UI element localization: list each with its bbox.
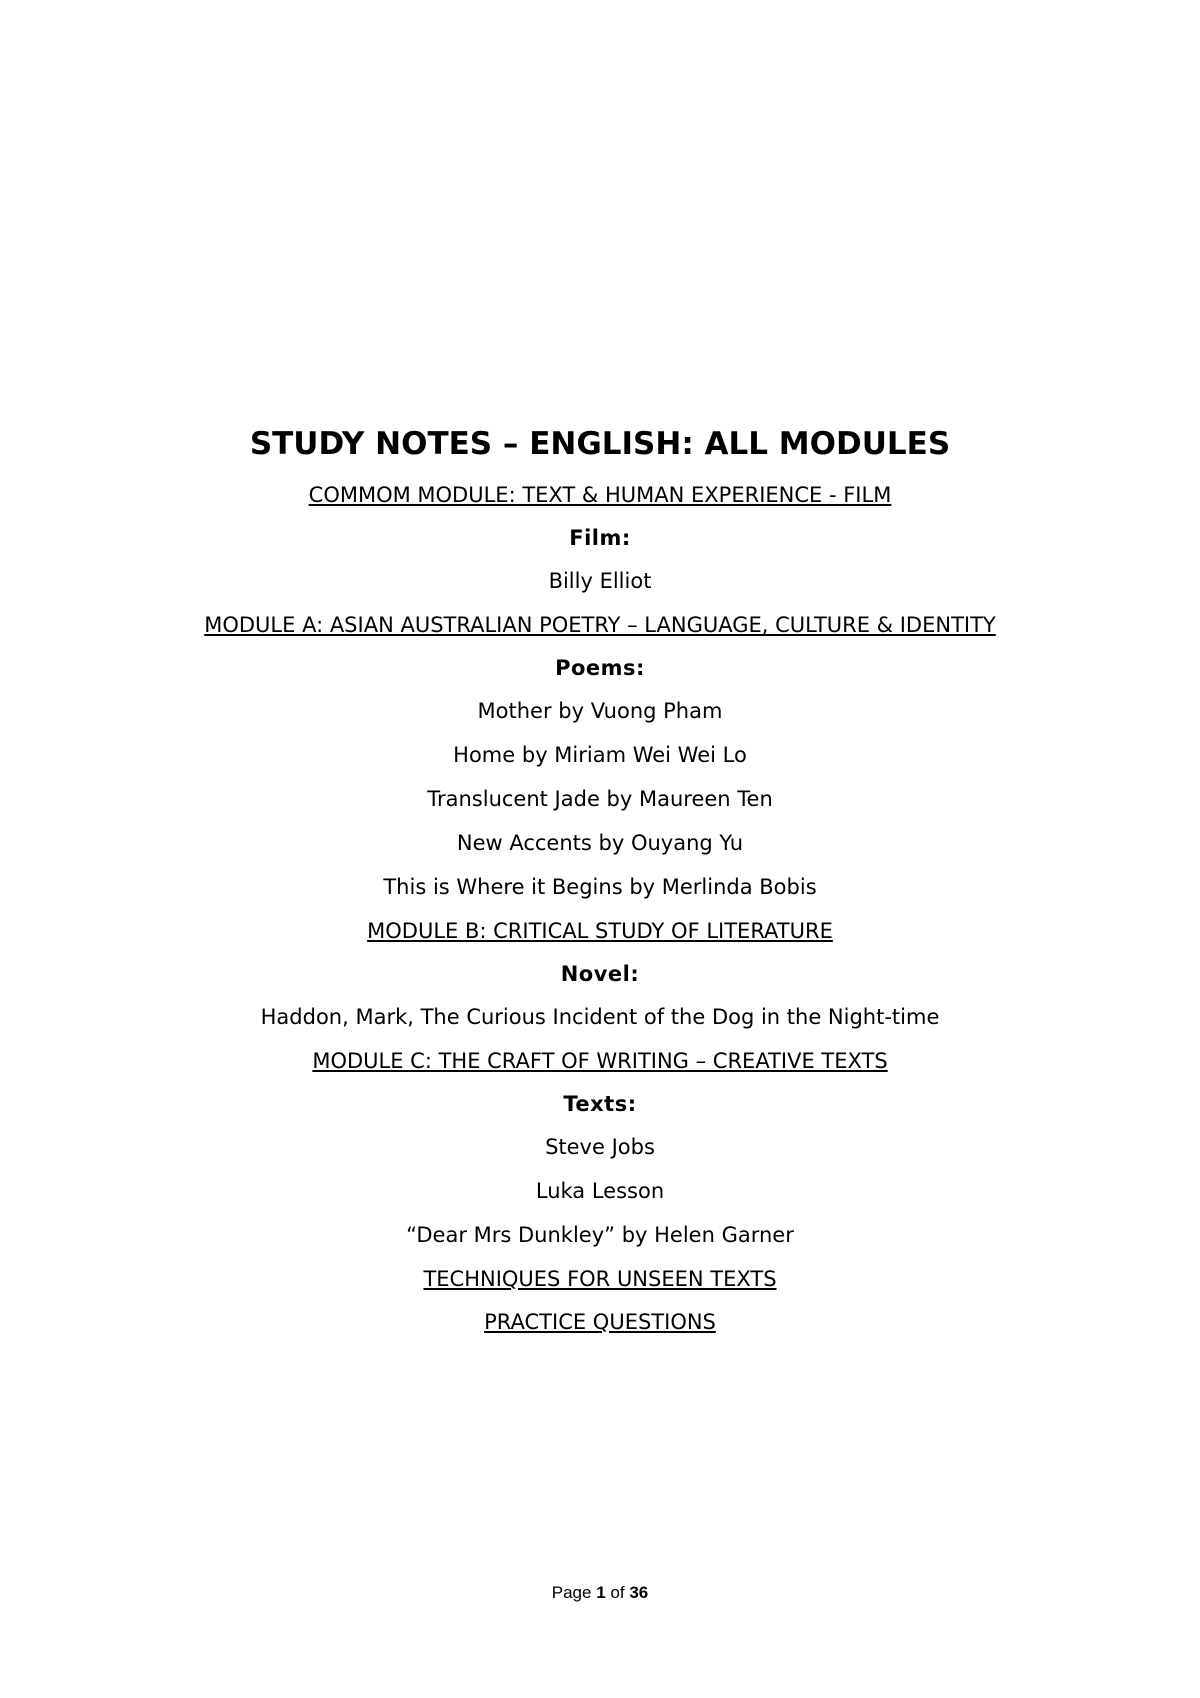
poem-item: Mother by Vuong Pham [477, 699, 723, 723]
page-word: Page [551, 1583, 592, 1602]
document-title: STUDY NOTES – ENGLISH: ALL MODULES [249, 426, 951, 462]
text-item: “Dear Mrs Dunkley” by Helen Garner [406, 1223, 794, 1247]
page-footer [0, 1583, 1200, 1603]
module-a-heading: MODULE A: ASIAN AUSTRALIAN POETRY – LANGUAGE, CULTURE & IDENTITY [204, 613, 996, 637]
common-module-heading: COMMOM MODULE: TEXT & HUMAN EXPERIENCE - FILM [308, 483, 892, 507]
text-item: Luka Lesson [535, 1179, 665, 1203]
novel-label: Novel: [560, 962, 640, 986]
poem-item: Home by Miriam Wei Wei Lo [453, 743, 747, 767]
module-c-heading: MODULE C: THE CRAFT OF WRITING – CREATIVE TEXTS [312, 1049, 888, 1073]
of-word: of [610, 1583, 625, 1602]
texts-label: Texts: [563, 1092, 637, 1116]
poem-item: New Accents by Ouyang Yu [456, 831, 744, 855]
novel-item: Haddon, Mark, The Curious Incident of the Dog in the Night-time [260, 1005, 940, 1029]
page-current: 1 [596, 1583, 606, 1602]
film-label: Film: [569, 526, 631, 550]
document-content [150, 425, 1050, 1351]
poems-label: Poems: [555, 656, 645, 680]
practice-questions-heading: PRACTICE QUESTIONS [484, 1310, 716, 1334]
text-item: Steve Jobs [545, 1135, 655, 1159]
film-item: Billy Elliot [548, 569, 652, 593]
module-b-heading: MODULE B: CRITICAL STUDY OF LITERATURE [367, 919, 833, 943]
poem-item: Translucent Jade by Maureen Ten [427, 787, 773, 811]
page-total: 36 [629, 1583, 649, 1602]
techniques-heading: TECHNIQUES FOR UNSEEN TEXTS [423, 1267, 777, 1291]
poem-item: This is Where it Begins by Merlinda Bobis [383, 875, 817, 899]
